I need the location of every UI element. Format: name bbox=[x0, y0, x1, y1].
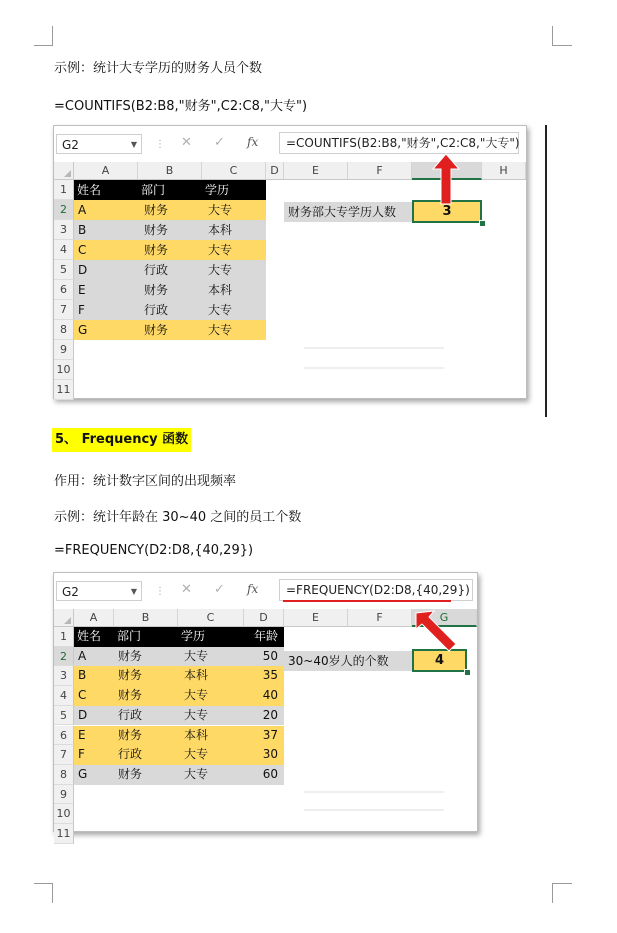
excel-screenshot-frequency bbox=[53, 572, 478, 840]
table-cell[interactable]: D bbox=[74, 706, 114, 726]
table-cell[interactable]: 大专 bbox=[178, 686, 244, 706]
excel-screenshot-countifs bbox=[53, 125, 527, 399]
table-cell[interactable]: 财务 bbox=[114, 647, 178, 667]
purpose-text: 作用：统计数字区间的出现频率 bbox=[54, 474, 237, 489]
table-cell[interactable]: 60 bbox=[244, 765, 284, 785]
column-header[interactable]: H bbox=[482, 162, 526, 180]
name-box[interactable] bbox=[56, 581, 142, 601]
row-header[interactable]: 5 bbox=[54, 260, 74, 280]
table-cell[interactable]: 本科 bbox=[202, 280, 266, 300]
table-cell[interactable]: 大专 bbox=[178, 745, 244, 765]
table-cell[interactable]: 大专 bbox=[178, 765, 244, 785]
name-box-value: G2 bbox=[62, 585, 79, 599]
formula-text: =FREQUENCY(D2:D8,{40,29}) bbox=[54, 543, 254, 558]
row-header[interactable]: 10 bbox=[54, 804, 74, 824]
row-header[interactable]: 2 bbox=[54, 200, 74, 220]
table-cell[interactable]: 财务 bbox=[138, 240, 202, 260]
table-cell[interactable]: 行政 bbox=[114, 706, 178, 726]
text-cursor-bar bbox=[545, 125, 547, 417]
table-cell[interactable]: 大专 bbox=[202, 320, 266, 340]
example-text: 示例：统计大专学历的财务人员个数 bbox=[54, 61, 263, 76]
table-cell[interactable]: 行政 bbox=[138, 300, 202, 320]
result-label[interactable]: 财务部大专学历人数 bbox=[284, 202, 412, 222]
drag-dots-icon: ⋮ bbox=[155, 586, 165, 597]
formula-underline bbox=[283, 600, 451, 602]
column-header[interactable]: E bbox=[284, 609, 348, 627]
screenshot-artifact bbox=[304, 791, 444, 793]
row-header[interactable]: 2 bbox=[54, 647, 74, 667]
crop-mark bbox=[34, 883, 52, 884]
table-cell[interactable]: F bbox=[74, 300, 138, 320]
table-cell[interactable]: 37 bbox=[244, 726, 284, 746]
table-header-cell[interactable]: 部门 bbox=[114, 627, 178, 647]
section-heading: 5、 Frequency 函数 bbox=[52, 428, 191, 452]
table-cell[interactable]: 20 bbox=[244, 706, 284, 726]
table-cell[interactable]: 财务 bbox=[138, 280, 202, 300]
table-cell[interactable]: A bbox=[74, 200, 138, 220]
column-header[interactable]: F bbox=[348, 609, 412, 627]
chevron-down-icon[interactable]: ▼ bbox=[130, 140, 137, 149]
table-cell[interactable]: 财务 bbox=[114, 765, 178, 785]
crop-mark bbox=[552, 883, 572, 884]
row-header[interactable]: 6 bbox=[54, 280, 74, 300]
table-cell[interactable]: 财务 bbox=[138, 200, 202, 220]
select-all-corner[interactable] bbox=[54, 609, 74, 627]
table-cell[interactable]: E bbox=[74, 726, 114, 746]
red-arrow-annotation bbox=[430, 152, 462, 206]
column-header[interactable]: D bbox=[244, 609, 284, 627]
table-cell[interactable]: A bbox=[74, 647, 114, 667]
table-cell[interactable]: 财务 bbox=[114, 666, 178, 686]
fx-icon[interactable]: fx bbox=[247, 582, 259, 596]
name-box[interactable] bbox=[56, 134, 142, 154]
formula-bar bbox=[54, 573, 477, 610]
table-cell[interactable]: 财务 bbox=[114, 726, 178, 746]
table-cell[interactable]: D bbox=[74, 260, 138, 280]
name-box-value: G2 bbox=[62, 138, 79, 152]
select-all-corner[interactable] bbox=[54, 162, 74, 180]
table-cell[interactable]: 财务 bbox=[114, 686, 178, 706]
table-cell[interactable]: 财务 bbox=[138, 220, 202, 240]
row-header[interactable]: 1 bbox=[54, 627, 74, 647]
crop-mark bbox=[52, 26, 53, 46]
table-cell[interactable]: 本科 bbox=[202, 220, 266, 240]
column-header[interactable]: E bbox=[284, 162, 348, 180]
fill-handle[interactable] bbox=[464, 669, 471, 676]
table-cell[interactable]: C bbox=[74, 686, 114, 706]
screenshot-artifact bbox=[304, 809, 444, 811]
example-text: 示例：统计年龄在 30~40 之间的员工个数 bbox=[54, 510, 302, 525]
table-cell[interactable]: 大专 bbox=[202, 260, 266, 280]
row-header[interactable]: 7 bbox=[54, 300, 74, 320]
check-icon[interactable]: ✓ bbox=[214, 582, 225, 597]
row-header[interactable]: 9 bbox=[54, 785, 74, 805]
fx-icon[interactable]: fx bbox=[247, 135, 259, 149]
row-header[interactable]: 8 bbox=[54, 765, 74, 785]
table-cell[interactable]: 行政 bbox=[114, 745, 178, 765]
result-label[interactable]: 30~40岁人的个数 bbox=[284, 651, 412, 671]
row-header[interactable]: 1 bbox=[54, 180, 74, 200]
row-header[interactable]: 4 bbox=[54, 240, 74, 260]
close-icon[interactable]: ✕ bbox=[181, 582, 192, 597]
red-arrow-annotation bbox=[412, 607, 460, 655]
crop-mark bbox=[552, 883, 553, 903]
row-header[interactable]: 7 bbox=[54, 745, 74, 765]
row-header[interactable]: 3 bbox=[54, 666, 74, 686]
row-header[interactable]: 6 bbox=[54, 726, 74, 746]
crop-mark bbox=[552, 45, 572, 46]
table-header-cell[interactable]: 学历 bbox=[178, 627, 244, 647]
table-cell[interactable]: F bbox=[74, 745, 114, 765]
row-header[interactable]: 11 bbox=[54, 380, 74, 400]
result-cell[interactable]: 3 bbox=[412, 200, 482, 223]
fill-handle[interactable] bbox=[479, 220, 486, 227]
column-header[interactable]: B bbox=[138, 162, 202, 180]
table-cell[interactable]: G bbox=[74, 765, 114, 785]
table-cell[interactable]: 大专 bbox=[202, 300, 266, 320]
drag-dots-icon: ⋮ bbox=[155, 139, 165, 150]
row-header[interactable]: 5 bbox=[54, 706, 74, 726]
table-header-cell[interactable]: 姓名 bbox=[74, 180, 138, 200]
formula-text: =COUNTIFS(B2:B8,"财务",C2:C8,"大专") bbox=[54, 99, 308, 114]
column-header[interactable]: B bbox=[114, 609, 178, 627]
column-header[interactable]: C bbox=[178, 609, 244, 627]
table-cell[interactable]: 行政 bbox=[138, 260, 202, 280]
table-cell[interactable]: 财务 bbox=[138, 320, 202, 340]
row-header[interactable]: 8 bbox=[54, 320, 74, 340]
row-header[interactable]: 3 bbox=[54, 220, 74, 240]
column-header[interactable]: D bbox=[266, 162, 284, 180]
screenshot-artifact bbox=[304, 367, 444, 369]
table-header-cell[interactable]: 学历 bbox=[202, 180, 266, 200]
crop-mark bbox=[34, 45, 52, 46]
crop-mark bbox=[52, 883, 53, 903]
table-cell[interactable]: 本科 bbox=[178, 726, 244, 746]
screenshot-artifact bbox=[304, 347, 444, 349]
row-header[interactable]: 11 bbox=[54, 824, 74, 844]
table-cell[interactable]: 大专 bbox=[178, 647, 244, 667]
column-header[interactable]: G bbox=[412, 609, 477, 627]
column-header[interactable]: A bbox=[74, 609, 114, 627]
result-cell[interactable]: 4 bbox=[412, 649, 467, 672]
table-cell[interactable]: B bbox=[74, 220, 138, 240]
table-cell[interactable]: B bbox=[74, 666, 114, 686]
crop-mark bbox=[552, 26, 553, 46]
table-cell[interactable]: E bbox=[74, 280, 138, 300]
check-icon[interactable]: ✓ bbox=[214, 135, 225, 150]
table-cell[interactable]: 大专 bbox=[178, 706, 244, 726]
column-header[interactable]: A bbox=[74, 162, 138, 180]
table-header-cell[interactable]: 年龄 bbox=[244, 627, 284, 647]
column-header[interactable]: F bbox=[348, 162, 412, 180]
column-header[interactable]: C bbox=[202, 162, 266, 180]
row-header[interactable]: 9 bbox=[54, 340, 74, 360]
formula-input[interactable]: =COUNTIFS(B2:B8,"财务",C2:C8,"大专") bbox=[279, 132, 519, 154]
formula-input[interactable]: =FREQUENCY(D2:D8,{40,29}) bbox=[279, 579, 473, 601]
row-header[interactable]: 4 bbox=[54, 686, 74, 706]
table-cell[interactable]: 大专 bbox=[202, 200, 266, 220]
table-cell[interactable]: 35 bbox=[244, 666, 284, 686]
table-header-cell[interactable]: 部门 bbox=[138, 180, 202, 200]
table-cell[interactable]: 30 bbox=[244, 745, 284, 765]
table-cell[interactable]: 本科 bbox=[178, 666, 244, 686]
table-header-cell[interactable]: 姓名 bbox=[74, 627, 114, 647]
chevron-down-icon[interactable]: ▼ bbox=[130, 587, 137, 596]
table-cell[interactable]: 50 bbox=[244, 647, 284, 667]
table-cell[interactable]: G bbox=[74, 320, 138, 340]
close-icon[interactable]: ✕ bbox=[181, 135, 192, 150]
table-cell[interactable]: C bbox=[74, 240, 138, 260]
table-cell[interactable]: 40 bbox=[244, 686, 284, 706]
table-cell[interactable]: 大专 bbox=[202, 240, 266, 260]
row-header[interactable]: 10 bbox=[54, 360, 74, 380]
